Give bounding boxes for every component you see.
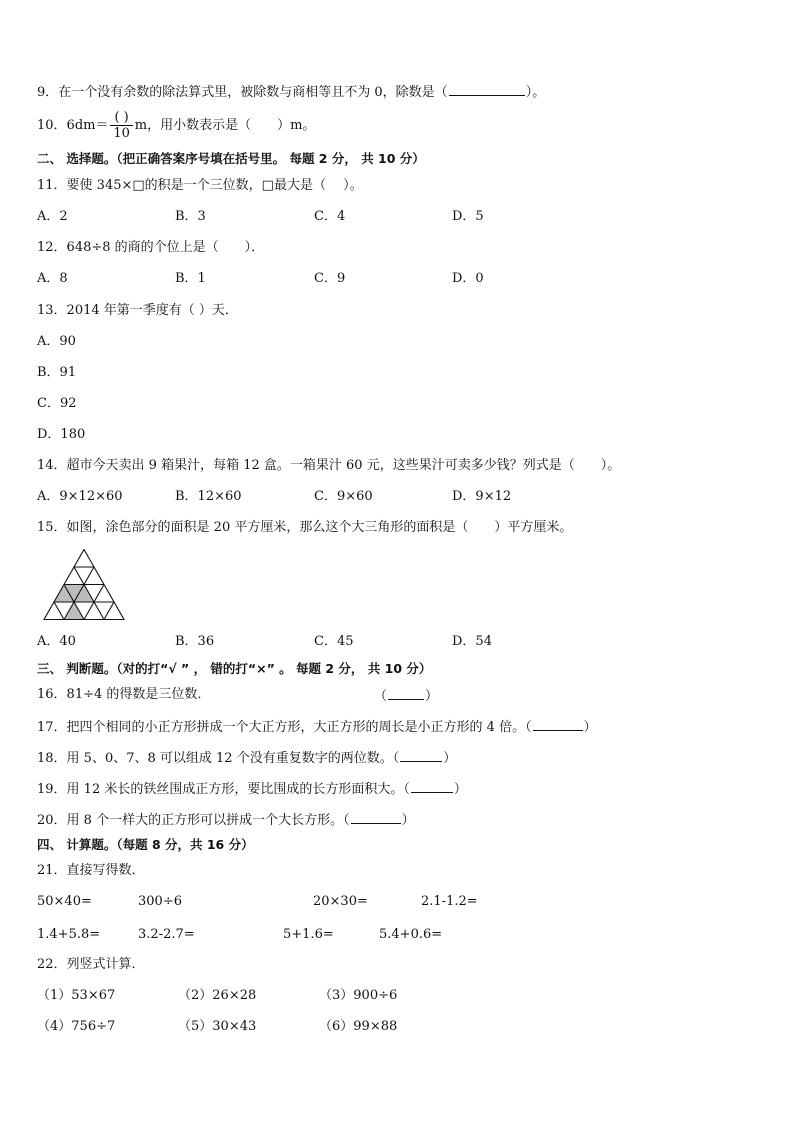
- question-18-text: 18．用 5、0、7、8 可以组成 12 个没有重复数字的两位数。（: [37, 751, 400, 766]
- q14-option-c[interactable]: C．9×60: [314, 489, 373, 504]
- calc-item[interactable]: 20×30=: [313, 894, 368, 909]
- answer-blank[interactable]: [400, 749, 442, 762]
- vertical-calc-item[interactable]: （5）30×43: [178, 1019, 257, 1034]
- q14-option-a[interactable]: A．9×12×60: [37, 489, 123, 504]
- vertical-calc-item[interactable]: （6）99×88: [319, 1019, 398, 1034]
- q13-option-a[interactable]: A．90: [37, 334, 76, 349]
- calc-item[interactable]: 3.2-2.7=: [138, 927, 195, 942]
- question-10-pre: 10．6dm＝: [37, 118, 109, 133]
- question-17: [37, 718, 597, 736]
- q15-option-c[interactable]: C．45: [314, 634, 354, 649]
- fraction-denominator: 10: [113, 126, 130, 141]
- fraction-numerator[interactable]: ( ): [110, 110, 132, 126]
- vertical-calc-item[interactable]: （2）26×28: [178, 988, 257, 1003]
- calc-item[interactable]: 5+1.6=: [283, 927, 334, 942]
- answer-blank[interactable]: [351, 811, 401, 824]
- question-10: [37, 110, 315, 141]
- answer-blank[interactable]: [388, 687, 424, 700]
- question-12-text: 12．648÷8 的商的个位上是（ ）．: [37, 240, 265, 255]
- q15-option-d[interactable]: D．54: [452, 634, 492, 649]
- vertical-calc-item[interactable]: （4）756÷7: [37, 1019, 116, 1034]
- section-4-title: 四、 计算题。（每题 8 分，共 16 分）: [37, 837, 254, 852]
- q14-option-d[interactable]: D．9×12: [452, 489, 512, 504]
- q15-option-a[interactable]: A．40: [37, 634, 76, 649]
- q13-option-c[interactable]: C．92: [37, 396, 77, 411]
- paren-close: ）: [583, 720, 597, 735]
- question-16-text: 16．81÷4 的得数是三位数．: [37, 687, 211, 702]
- shaded-triangle: [64, 602, 84, 620]
- q15-option-b[interactable]: B．36: [175, 634, 215, 649]
- answer-blank[interactable]: [449, 83, 525, 96]
- paren-close: ）: [425, 689, 439, 704]
- question-19-text: 19．用 12 米长的铁丝围成正方形，要比围成的长方形面积大。（: [37, 782, 410, 797]
- question-16-answer: [374, 687, 438, 705]
- answer-blank[interactable]: [411, 780, 453, 793]
- calc-item[interactable]: 1.4+5.8=: [37, 927, 101, 942]
- vertical-calc-item[interactable]: （3）900÷6: [319, 988, 398, 1003]
- question-22-text: 22．列竖式计算．: [37, 957, 145, 972]
- question-21-text: 21．直接写得数．: [37, 863, 145, 878]
- q12-option-d[interactable]: D．0: [452, 271, 484, 286]
- q11-option-d[interactable]: D．5: [452, 209, 484, 224]
- q12-option-a[interactable]: A．8: [37, 271, 68, 286]
- section-2-title: 二、 选择题。（把正确答案序号填在括号里。 每题 2 分， 共 10 分）: [37, 151, 425, 166]
- q11-option-a[interactable]: A．2: [37, 209, 68, 224]
- calc-item[interactable]: 300÷6: [138, 894, 182, 909]
- paren-close: ）: [443, 751, 457, 766]
- question-17-text: 17．把四个相同的小正方形拼成一个大正方形，大正方形的周长是小正方形的 4 倍。（: [37, 720, 532, 735]
- calc-item[interactable]: 5.4+0.6=: [379, 927, 443, 942]
- question-13-text: 13．2014 年第一季度有（ ）天．: [37, 303, 238, 318]
- q14-option-b[interactable]: B．12×60: [175, 489, 242, 504]
- question-9-text: 9．在一个没有余数的除法算式里，被除数与商相等且不为 0，除数是（: [37, 85, 448, 100]
- triangle-grid-lines: [44, 550, 124, 620]
- paren-close: ）: [453, 782, 467, 797]
- question-20: [37, 811, 415, 829]
- section-3-title: 三、 判断题。（对的打“√ ” ， 错的打“×” 。 每题 2 分， 共 10 分）: [37, 661, 432, 676]
- triangle-figure: [43, 549, 125, 621]
- question-19: [37, 780, 467, 798]
- vertical-calc-item[interactable]: （1）53×67: [37, 988, 116, 1003]
- fraction: [110, 110, 132, 141]
- question-15-text: 15．如图，涂色部分的面积是 20 平方厘米，那么这个大三角形的面积是（ ）平方厘米。: [37, 520, 573, 535]
- q11-option-b[interactable]: B．3: [175, 209, 206, 224]
- paren-open: （: [374, 689, 388, 704]
- q11-option-c[interactable]: C．4: [314, 209, 346, 224]
- calc-item[interactable]: 2.1-1.2=: [421, 894, 478, 909]
- question-14-text: 14．超市今天卖出 9 箱果汁，每箱 12 盒。一箱果汁 60 元，这些果汁可卖多少钱？列式是（ ）。: [37, 458, 621, 473]
- q12-option-c[interactable]: C．9: [314, 271, 346, 286]
- question-10-post: m，用小数表示是（ ）m。: [134, 118, 316, 133]
- q12-option-b[interactable]: B．1: [175, 271, 206, 286]
- question-20-text: 20．用 8 个一样大的正方形可以拼成一个大长方形。（: [37, 813, 350, 828]
- question-9: [37, 83, 545, 101]
- question-11-text: 11．要使 345×□的积是一个三位数，□最大是（ ）。: [37, 178, 363, 193]
- question-18: [37, 749, 456, 767]
- question-9-end: ）。: [525, 85, 546, 100]
- q13-option-d[interactable]: D．180: [37, 427, 86, 442]
- answer-blank[interactable]: [533, 718, 583, 731]
- calc-item[interactable]: 50×40=: [37, 894, 92, 909]
- q13-option-b[interactable]: B．91: [37, 365, 77, 380]
- paren-close: ）: [401, 813, 415, 828]
